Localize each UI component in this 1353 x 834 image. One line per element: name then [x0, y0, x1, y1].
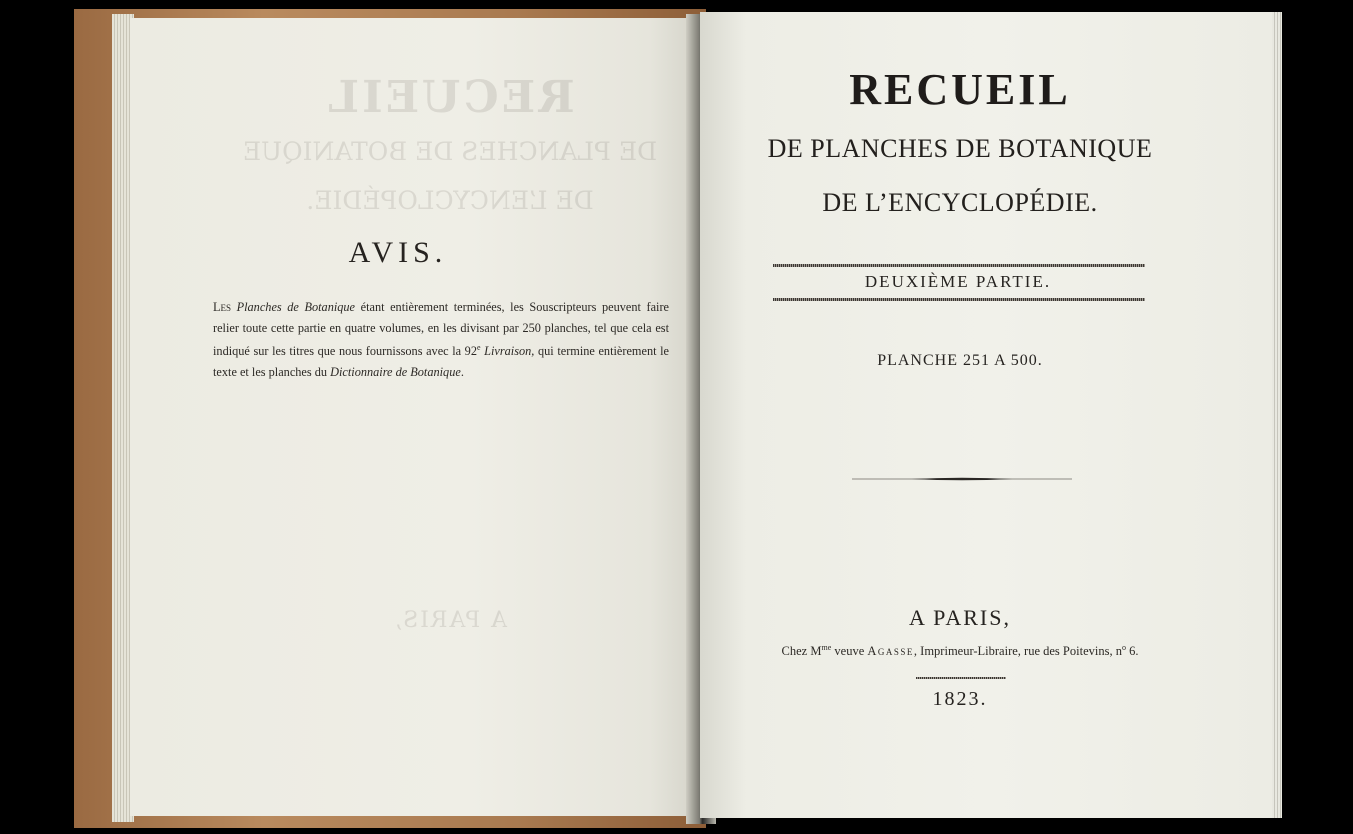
notice-end: .	[460, 364, 464, 379]
imprint-line	[720, 643, 1200, 659]
page-edges-right	[1272, 12, 1282, 818]
rule-bottom	[773, 298, 1145, 301]
imprint-no: o	[1121, 643, 1126, 652]
rule-year	[916, 677, 1006, 679]
imprint-veuve: veuve	[834, 644, 865, 659]
bleed-subtitle-2: DE L’ENCYCLOPÉDIE.	[306, 186, 594, 215]
imprint-rest-1: , Imprimeur-Libraire, rue des Poitevins, n	[913, 644, 1122, 659]
bleed-subtitle-1: DE PLANCHES DE BOTANIQUE	[242, 137, 658, 166]
subtitle-planches: DE PLANCHES DE BOTANIQUE	[767, 134, 1153, 163]
notice-superscript: e	[476, 343, 481, 352]
part-label: DEUXIÈME PARTIE.	[864, 272, 1052, 291]
imprint-rest-2: 6.	[1129, 644, 1139, 659]
bleed-title: RECUEIL	[325, 72, 575, 123]
title-recueil: RECUEIL	[849, 65, 1071, 114]
imprint-me: me	[821, 643, 832, 652]
year: 1823.	[932, 688, 988, 710]
plates-range: PLANCHE 251 A 500.	[877, 352, 1043, 369]
city-line: A PARIS,	[908, 605, 1011, 630]
imprint-agasse: Agasse	[867, 644, 914, 659]
notice-les: Les	[213, 300, 232, 314]
notice-title: AVIS.	[348, 236, 448, 269]
bleed-through	[230, 72, 670, 215]
notice-dictionnaire: Dictionnaire de Botanique	[330, 364, 461, 379]
imprint-chez: Chez M	[781, 644, 822, 659]
notice-text-1: étant entièrement terminées, les Souscripteurs peuvent faire relier toute cette partie en quatre volumes, en les divisant par 250 planches, tel que cela est indiqué sur les titres que nous fournissons avec la 92	[213, 300, 669, 359]
bleed-city: A PARIS,	[392, 608, 508, 633]
subtitle-encyclopedie: DE L’ENCYCLOPÉDIE.	[822, 188, 1098, 217]
notice-livraison: Livraison,	[484, 344, 535, 359]
ornament-rule	[852, 476, 1072, 482]
notice-text	[213, 297, 669, 382]
notice-planches-de-botanique: Planches de Botanique	[236, 300, 356, 314]
notice-text-2: qui termine entièrement le texte et les planches du	[213, 344, 669, 379]
bleed-through-city	[250, 608, 650, 633]
rule-top	[773, 264, 1145, 267]
